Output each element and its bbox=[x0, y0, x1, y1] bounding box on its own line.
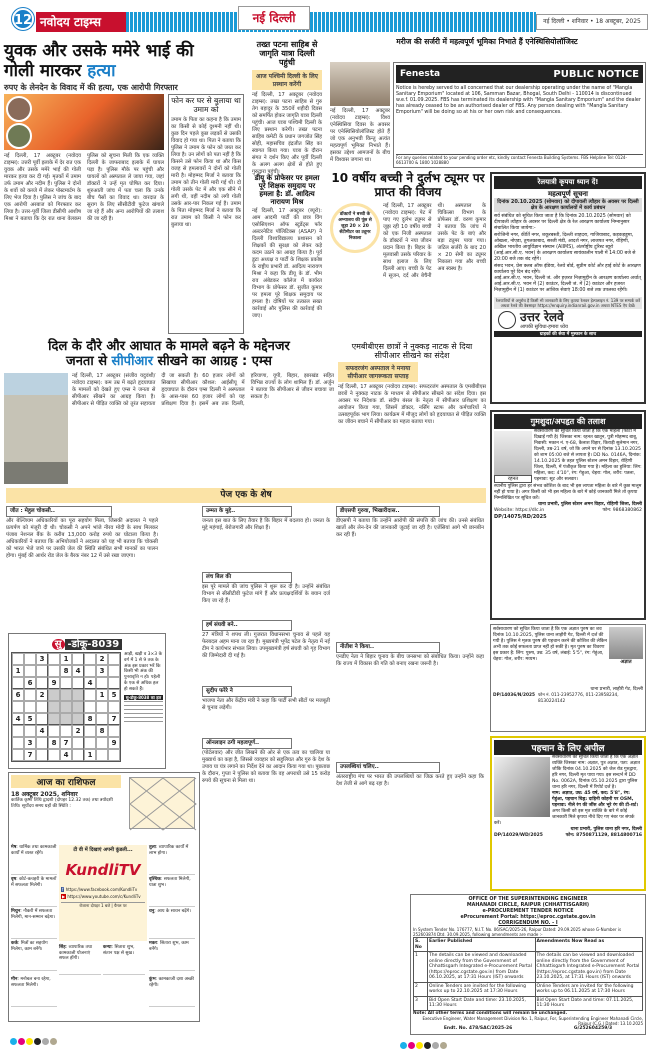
sign-text: सितारा शुभ, काम बनेंगे। bbox=[149, 941, 189, 952]
unknown-person-photo bbox=[609, 627, 643, 659]
sign-text: आय के साधन बढ़ेंगे। bbox=[157, 909, 191, 914]
appeal-ad-details: नाम: अज्ञात, उम्र: 45 वर्ष, कद: 5'8", रंग: गेहुंआ, पहचान चिह्न: दाहिनी कोहनी पर OSM, पहनावा: नीले रंग की जींस और भूरे रंग की टी-शर्ट। bbox=[552, 791, 638, 808]
sudoku-cell bbox=[72, 749, 84, 761]
public-notice-footer: For any queries related to your pending order etc, kindly contact Fenesta Building Systems. FBS Helpline Tel: 0124-6613700 & 1800 1028880 bbox=[396, 154, 643, 165]
remnant-article bbox=[336, 762, 484, 890]
sudoku-cell: 9 bbox=[108, 737, 120, 749]
page-one-remnants-bar: पेज एक के शेष bbox=[6, 488, 486, 503]
remnant-body: जनता इस बात के लिए तैयार है कि बिहार में बदलाव हो। जनता के मुद्दे महंगाई, बेरोजगारी और शिक्षा हैं। bbox=[202, 518, 330, 531]
sudoku-cell bbox=[36, 701, 48, 713]
sudoku-cell bbox=[12, 677, 24, 689]
registration-marks bbox=[10, 1030, 58, 1049]
sudoku-title: -डोकू-8039 bbox=[65, 639, 123, 650]
sudoku-cell bbox=[36, 737, 48, 749]
sudoku-instructions: आड़ी, खड़ी व 3×3 के वर्ग में 1 से 9 तक के अंक इस प्रकार भरें कि किसी भी अंक की पुनरावृत्ति न हो। पहेली के एक से अधिक हल हो सकते हैं। bbox=[124, 652, 163, 692]
railway-ad-intro: सर्व संबंधित को सूचित किया जाता है कि दिनांक 20.10.2025 (सोमवार) को दीपावली त्यौहार के अवसर पर दिल्ली क्षेत्र के रेल आरक्षण कार्यालय निम्नानुसार संचालित किया जायेगा:- bbox=[494, 214, 631, 232]
story-cpr-headline-line1: दिल के दौरे और आघात के मामले बढ़ने के मद्देनजर bbox=[48, 339, 290, 354]
section-city-tab: नई दिल्ली bbox=[238, 6, 310, 30]
sign-name: कर्क bbox=[11, 941, 18, 946]
sudoku-cell bbox=[60, 713, 72, 725]
sudoku-logo: सु bbox=[52, 639, 65, 650]
railway-ad-subtitle: दिनांक 20.10.2025 (सोमवार) को दीपावली त्यौहार के अवसर पर दिल्ली क्षेत्र के आरक्षण कार्यालयों में कार्य प्रबंधन bbox=[494, 198, 642, 212]
missing-ad-website: Website: https://dlc.in bbox=[494, 508, 545, 513]
sudoku-cell: 4 bbox=[72, 665, 84, 677]
railway-ad-footer: ग्राहकों की सेवा में मुस्कान के साथ bbox=[494, 331, 642, 337]
remnant-article bbox=[6, 506, 158, 628]
headline-highlight: सीपीआर bbox=[111, 353, 154, 369]
remnant-tag: उम्मत के मुद्दे.. bbox=[202, 506, 292, 517]
sign-text: व्यापारिक कार्यों में लाभ होगा। bbox=[149, 845, 189, 856]
story-tumor-body: नई दिल्ली, 17 अक्टूबर (नवोदय टाइम्स): पेट में पाए गए दुर्लभ ट्यूमर से जूझ रही 10 वर्षीय बच्ची को एक निजी अस्पताल के डॉक्टरों ने नया जीवन प्रदान किया है। बिहार के मूलवासी उसके परिवार के साथ इलाज के लिए दिल्ली आए। बच्ची के पेट में सूजन, दर्द और बेचैनी थी। अस्पताल के चिकित्सा विभाग के प्रोफेसर डॉ. वरुण कुमार ने बताया कि जांच में उसके पेट के बाएं और बड़ा ट्यूमर पाया गया। जटिल सर्जरी के बाद 20 × 20 सेमी का ट्यूमर निकाला गया और बच्ची अब स्वस्थ है। bbox=[383, 202, 486, 279]
sudoku-cell bbox=[108, 665, 120, 677]
tender-cell: 2 bbox=[414, 982, 428, 996]
sudoku-cell bbox=[48, 701, 60, 713]
tender-sign: Executive Engineer, Water Management Division No. 1, Raipur, For, Superintending Engineer Mahanadi Circle, Raipur (C.G.) Dated: 13.10.2025 bbox=[422, 1016, 643, 1026]
tender-endt: Endt. No. 478/SAC/2025-26 bbox=[443, 1026, 513, 1031]
horoscope-section bbox=[8, 772, 200, 1022]
victim-photo-1 bbox=[6, 96, 32, 122]
sudoku-cell bbox=[108, 701, 120, 713]
remnant-tag: लंच बिल की bbox=[202, 572, 292, 583]
horoscope-signs bbox=[11, 845, 197, 1021]
sudoku-cell bbox=[84, 689, 96, 701]
sudoku-cell bbox=[48, 653, 60, 665]
sudoku-cell: 8 bbox=[48, 737, 60, 749]
sudoku-cell bbox=[72, 701, 84, 713]
sudoku-cell: 1 bbox=[96, 689, 108, 701]
sudoku-cell bbox=[48, 689, 60, 701]
lead-headline bbox=[4, 42, 200, 81]
horoscope-title: आज का राशिफल bbox=[11, 775, 121, 788]
sign-name: तुला bbox=[149, 845, 156, 850]
sidebar-box-body: उमाम के पिता का कहना है कि उमाम का किसी से कोई दुश्मनी नहीं थी। कुछ दिन पहले कुछ लड़कों से उसकी विवाद हो गया था। पिता ने बताया कि पुलिस ने उमाम के फोन को जब्त कर लिया है। उन लोगों को पता नहीं है कि किसने उसे फोन किया था और किस वजह से हमलावरों ने दोनों को गोली मारी है। मोहम्मद मिर्जा ने बताया कि उमाम को तीन गोली मारी गई थी। दो गोली उसके पेट में और एक सीने में लगी थी, वहीं नदीम को लगी गोली उसके आर-पार निकल गई है। उमाम के पिता मोहम्मद मिर्जा ने बताया कि रात उमाम को किसी ने फोन कर बुलाया था। bbox=[171, 116, 241, 228]
sudoku-cell bbox=[24, 689, 36, 701]
story-du bbox=[252, 174, 322, 336]
story-jagriti-body: नई दिल्ली, 17 अक्टूबर (नवोदय टाइम्स): तख्त पटना साहिब से गुरु तेग बहादुर के 350वें शहीदी दिवस को समर्पित होकर जागृति यात्रा दिल्ली पहुंची। आज यात्रा पश्चिमी दिल्ली के लिए प्रस्थान करेगी। तख्त पटना साहिब कमेटी के प्रधान जगजोत सिंह सोही, महासचिव इंद्रजीत सिंह का स्वागत किया गया। यात्रा के दौरान संगत ने दर्शन किए और पूर्वी दिल्ली के अलग अलग क्षेत्रों से होते हुए गुरुद्वारा पहुंची। bbox=[252, 91, 322, 175]
unknown-ad-ref: DP/14036/N/2025 bbox=[493, 693, 535, 698]
sudoku-cell: 4 bbox=[60, 749, 72, 761]
remnant-tag: डीएसपी गुरुवा, भिखारीदास.. bbox=[336, 506, 440, 517]
kundli-chart bbox=[129, 777, 195, 829]
sudoku-cell bbox=[36, 749, 48, 761]
remnant-article bbox=[202, 572, 330, 618]
sudoku-cell bbox=[24, 701, 36, 713]
kundli-ad-tagline: टी वी में दिखाएं अपनी कुंडली... bbox=[73, 847, 133, 853]
missing-person-ad bbox=[490, 410, 646, 620]
sudoku-cell: 7 bbox=[60, 737, 72, 749]
registration-marks bbox=[400, 1034, 448, 1053]
sign-name: सिंह bbox=[59, 945, 66, 950]
sudoku-cell bbox=[12, 737, 24, 749]
sudoku-prev-solution bbox=[124, 700, 163, 722]
horoscope-sign: मिथुन: नौकरी में सफलता मिलेगी, मान-सम्मान बढ़ेगा। bbox=[11, 909, 57, 939]
sudoku-cell bbox=[48, 665, 60, 677]
remnant-tag: उपलब्धियां चलिए.. bbox=[336, 762, 440, 773]
railway-ad-point: आई.आर.सी.ए. भवन, दिल्ली जं. और हज़रत निज़ामुद्दीन के आरक्षण कार्यालय अर्थात् आई.आर.सी.ए. भवन में (2) काउंटर, दिल्ली जं. में (2) काउंटर और हजरत निज़ामुद्दीन में (1) काउंटर पर आंशिक सेवाएं 18:00 बजे तक उपलब्ध रहेंगी। bbox=[494, 276, 641, 294]
tender-cell: The details can be viewed and downloaded online directly from the Government of Chhattisgarh Integrated e-Procurement Portal (https://eproc.cgstate.gov.in) from Date 23.10.2025, at 17:31 Hours (IST) onwards bbox=[535, 952, 643, 983]
remnant-article bbox=[336, 506, 484, 638]
sudoku-cell bbox=[84, 725, 96, 737]
sudoku-cell: 1 bbox=[84, 749, 96, 761]
crime-illustration bbox=[4, 94, 164, 150]
appeal-ad-body: सर्वसाधारण को सूचित किया जाता है कि एक अज्ञात व्यक्ति जिसका नाम: अज्ञात, पुत्र अज्ञात, पता: अज्ञात जोकि दिनांक 04.10.2025 को जेल रोड गुरुद्वारा, हरि नगर, दिल्ली मृत पाया गया। इस सन्दर्भ में DD No. 0062A, दिनांक 05.10.2025 द्वारा पुलिस थाना हरि नगर, दिल्ली में रिपोर्ट दर्ज है। bbox=[552, 755, 641, 790]
sign-name: मकर bbox=[149, 941, 157, 946]
sudoku-cell bbox=[108, 677, 120, 689]
sudoku-cell bbox=[12, 653, 24, 665]
sudoku-cell bbox=[60, 677, 72, 689]
story-cpr-headline bbox=[4, 340, 334, 370]
sudoku-cell: 3 bbox=[36, 653, 48, 665]
sudoku-cell: 8 bbox=[84, 713, 96, 725]
unknown-ad-phone: फोन नं. 011-23952776, 011-23958234, 8130224142 bbox=[537, 693, 619, 704]
sudoku-cell bbox=[48, 713, 60, 725]
story-anesthesia-headline: मरीज की सर्जरी में महत्वपूर्ण भूमिका निभाते हैं एनेस्थिसियोलॉजिस्ट bbox=[396, 37, 578, 46]
sudoku-cell bbox=[72, 689, 84, 701]
story-anesthesia-body: नई दिल्ली, 17 अक्टूबर (नवोदय टाइम्स): विश्व एनेस्थिसिया दिवस के अवसर पर एनेस्थिसियोलॉजिस्ट होते हैं जो एक अनुभवी किन्तु अत्यंत महत्वपूर्ण भूमिका निभाते हैं। इसका उद्देश्य आमजनों के बीच में विश्वास जगाना था। bbox=[330, 108, 390, 163]
facebook-icon: f bbox=[62, 887, 64, 892]
sudoku-cell: 1 bbox=[60, 653, 72, 665]
horoscope-tithi: कार्तिक कृष्ण तिथि द्वादशी (दोपहर 12.32 तक) तथा त्रयोदशी तिथि। सूर्योदय समय ग्रहों की स्थिति : bbox=[11, 798, 113, 809]
sudoku-cell: 9 bbox=[48, 677, 60, 689]
public-notice-body: Notice is hereby served to all concerned that our dealership operating under the name of "Mangla Sanitary Emporium" located at 106, Samman Bazar, Bhogal, South Delhi - 110014 is discontinued w.e.f. 01.09.2025. FBS has terminated its dealership with "Mangla Sanitary Emporium" and the dealer has already ceased to be an authorised dealer of FBS. Any person dealing with "Mangla Sanitary Emporium" will be doing so at his or her own risk and consequences. bbox=[396, 86, 641, 115]
sudoku-cell: 5 bbox=[24, 713, 36, 725]
tender-intro: In System Tender No. 176777, N.I.T. No. 06/SAC/2025-26, Raipur Dated: 29.09.2025 whose G-Number is 252603874 Dtd. 30.09.2025, following amendments are made :- bbox=[413, 927, 622, 937]
sign-text: सफलता मिलेगी, यात्रा शुभ। bbox=[149, 877, 191, 888]
sudoku-cell bbox=[36, 713, 48, 725]
sudoku-cell bbox=[96, 701, 108, 713]
story-mbbs-headline: एमबीबीएस छात्रों ने नुक्कड़ नाटक से दिया सीपीआर सीखने का संदेश bbox=[351, 342, 473, 361]
remnant-article bbox=[202, 738, 330, 1018]
lead-subhead: रुपए के लेनदेन के विवाद में की हत्या, एक आरोपी गिरफ्तार bbox=[4, 83, 178, 93]
horoscope-sign: मकर: सितारा शुभ, काम बनेंगे। bbox=[149, 941, 195, 971]
horoscope-sign: वृश्चिक: सफलता मिलेगी, यात्रा शुभ। bbox=[149, 877, 195, 907]
horoscope-sign: सिंह: व्यापारिक तथा कामकाजी योजनाएं सफल होंगी। bbox=[59, 945, 101, 975]
sign-text: नौकरी में सफलता मिलेगी, मान-सम्मान बढ़ेगा। bbox=[11, 909, 56, 920]
missing-person-photo bbox=[494, 431, 532, 475]
sign-text: कोर्ट-कचहरी के मामलों में सफलता मिलेगी। bbox=[11, 877, 57, 888]
sudoku-cell bbox=[48, 725, 60, 737]
sign-name: कन्या bbox=[103, 945, 112, 950]
kundli-timing: रोजाना दोपहर 1 बजे | चैनल पर bbox=[61, 902, 145, 909]
sign-text: मनोबल बना रहेगा, सफलता मिलेगी। bbox=[11, 977, 51, 988]
sudoku-cell bbox=[96, 749, 108, 761]
sudoku-cell bbox=[72, 737, 84, 749]
sudoku-cell bbox=[36, 677, 48, 689]
sudoku-cell bbox=[12, 701, 24, 713]
youtube-url: https://www.youtube.com/c/KundliTv bbox=[67, 894, 141, 899]
sudoku-cell bbox=[96, 713, 108, 725]
remnant-tag: नीतीश ने किया.. bbox=[336, 642, 440, 653]
railway-ad-help: रेलयात्रियों से अनुरोध है किसी भी जानकारी के लिए कृपया रेलवन हेल्पलाइन नं. 139 पर सम्पर्क करें अथवा रेलवे की वेबसाइट https://enquiry.indianrail.gov.in अथवा NTES ऐप देखें। bbox=[495, 297, 641, 308]
lead-headline-text: युवक और उसके ममेरे भाई की गोली मारकर bbox=[4, 41, 194, 81]
unknown-photo-label: अज्ञात bbox=[620, 659, 632, 665]
story-mbbs-callout: सफदरजंग अस्पताल ने मनाया सीपीआर जागरूकता सप्ताह bbox=[338, 362, 418, 382]
railway-ad-points bbox=[494, 233, 642, 295]
remnant-tag: हर्ष संघवी बने.. bbox=[202, 620, 292, 631]
tender-cell: Bid Open Start Date and time: 23.10.2025, 11:30 Hours bbox=[428, 996, 536, 1010]
story-mbbs bbox=[338, 342, 486, 484]
story-cpr-headline-line2 bbox=[4, 355, 334, 370]
appeal-ad-signature: थाना प्रभारी, पुलिस थाना हरि नगर, दिल्ली bbox=[570, 827, 642, 832]
remnant-body: इस पूरे मामले की जांच पुलिस ने शुरू कर दी है। उन्होंने संबंधित विभाग से सीसीटीवी फुटेज मांगे हैं और प्रत्यक्षदर्शियों के बयान दर्ज किए जा रहे हैं। bbox=[202, 584, 330, 604]
remnant-tag: ऑनलाइन ठगी महत्वपूर्ण.. bbox=[202, 738, 292, 749]
horoscope-sign: कुंभ: कामकाजी दशा अच्छी रहेगी। bbox=[149, 977, 195, 1007]
identification-appeal-ad bbox=[490, 736, 646, 891]
horoscope-sign: मेष: धार्मिक तथा कामकाजी कार्यों में व्यस्त रहेंगे। bbox=[11, 845, 57, 875]
railway-ad-point: संसद भवन, प्रेस क्लब ऑफ इंडिया, रेलवे बोर्ड, सुप्रीम कोर्ट और हाई कोर्ट के आरक्षण कार्यालय पूरे दिन बंद रहेंगे। bbox=[494, 263, 641, 275]
story-tumor-headline: 10 वर्षीय बच्ची ने दुर्लभ ट्यूमर पर प्राप्त की विजय bbox=[331, 171, 485, 199]
sudoku-cell bbox=[60, 725, 72, 737]
tender-col: Amendments Now Read as bbox=[535, 938, 643, 952]
story-du-body: नई दिल्ली, 17 अक्टूबर (ब्यूरो): आम आदमी पार्टी की छात्र विंग एसोसिएशन ऑफ स्टूडेंट्स फॉर अल्टरनेटिव पॉलिटिक्स (ASAP) ने दिल्ली विश्वविद्यालय प्रशासन को शिक्षकों की सुरक्षा को लेकर कड़े कदम उठाने का आग्रह किया है। पूर्व डूटा अध्यक्ष व पार्टी के शिक्षक प्रकोष्ठ के राष्ट्रीय प्रभारी डॉ. आदित्य नारायण मिश्रा ने कहा कि डीयू के डॉ. भीम राव अंबेडकर कॉलेज में कार्यरत विभाग के प्रोफेसर डॉ. सुजीत कुमार पर हमला पूरे शिक्षक समुदाय पर हमला है। दोषियों पर तत्काल सख्त कार्रवाई और पुलिस की कार्रवाई की जाए। bbox=[252, 208, 322, 320]
appeal-ad-note: अगर किसी को इस मृत व्यक्ति के बारे में कोई जानकारी मिले कृपया नीचे दिए गए नंबर पर संपर्क करें। bbox=[494, 809, 635, 826]
railway-ad-top: रेलयात्री कृपया ध्यान दें! bbox=[494, 176, 642, 189]
missing-ad-phone: फोन: 9868380862 bbox=[602, 508, 642, 513]
horoscope-sign: वृष: कोर्ट-कचहरी के मामलों में सफलता मिलेगी। bbox=[11, 877, 57, 907]
sudoku-cell: 3 bbox=[24, 737, 36, 749]
lead-story bbox=[4, 42, 248, 334]
railway-slogan: आपकी सुविधा-हमारा ध्येय bbox=[520, 323, 568, 330]
sidebar-box-title: फोन कर घर से बुलाया था उमाम को bbox=[171, 96, 241, 114]
story-jagriti-callout: आज पश्चिमी दिल्ली के लिए प्रस्थान करेंगी bbox=[252, 70, 322, 90]
sudoku-cell bbox=[96, 737, 108, 749]
remnant-article bbox=[202, 620, 330, 684]
unknown-ad-body: सर्वसाधारण को सूचित किया जाता है कि एक अज्ञात पुरुष का शव दिनांक 10.10.2025, पुलिस थाना लाहौरी गेट, दिल्ली में दर्ज की गयी है। पुलिस ने मृतक पुरुष की पहचान करने की कोशिश की लेकिन अभी तक कोई सफलता प्राप्त नहीं हो सकी है। मृत पुरुष का विवरण इस प्रकार है: लिंग: पुरुष, उम्र: 35 वर्ष, लंबाई: 5'5", रंग: गेहुंआ, चेहरा: गोल, शरीर: मध्यम। bbox=[493, 627, 607, 662]
tender-cell: Online Tenders are invited for the following works up to 06.11.2025 at 17:30 Hours bbox=[535, 982, 643, 996]
railway-emblem-icon bbox=[498, 311, 516, 329]
sudoku-cell bbox=[60, 689, 72, 701]
railway-ad-point: सरोजिनी नगर, कीर्ति नगर, शकूरबस्ती, दिल्ली शाहदरा, गाजियाबाद, कड़कड़डूमा, ओखला, नोएडा, तुगलकाबाद, सब्जी मंडी, आदर्श नगर, लाजपत नगर, रोहिणी, अखिल भारतीय आयुर्विज्ञान संस्थान (AIIMS), अंतर्राष्ट्रीय टूरिस्ट ब्यूरो (आई.आर.सी.ए. भवन) के आरक्षण कार्यालय सायंकालीन पाली में 14:00 बजे से 20:00 बजे तक बंद रहेंगे। bbox=[494, 232, 636, 263]
remnant-tag: जीत : मेहुल चोकसी.. bbox=[6, 506, 112, 517]
sudoku-grid bbox=[11, 652, 121, 762]
sign-name: कुंभ bbox=[149, 977, 156, 982]
sudoku-cell bbox=[72, 677, 84, 689]
appeal-ad-phone: फोन: 8750871129, 8814800716 bbox=[565, 833, 642, 838]
story-tumor bbox=[330, 172, 486, 338]
sign-name: मिथुन bbox=[11, 909, 21, 914]
remnant-article bbox=[202, 686, 330, 736]
remnant-body: डीएसपी ने बताया कि उन्होंने आरोपी की संपत्ति की जांच की। उनसे संबंधित खातों और लेन-देन की जानकारी जुटाई जा रही है। एजेंसियां आगे भी छानबीन कर रही हैं। bbox=[336, 518, 484, 538]
lead-headline-highlight: हत्या bbox=[87, 60, 116, 81]
sudoku-cell bbox=[108, 653, 120, 665]
sudoku-cell: 6 bbox=[12, 689, 24, 701]
sudoku-cell: 1 bbox=[12, 665, 24, 677]
facebook-url: https://www.facebook.com/KundliTv bbox=[65, 887, 138, 892]
sudoku-cell: 2 bbox=[72, 725, 84, 737]
sudoku-cell: 2 bbox=[96, 653, 108, 665]
tender-col: Earlier Published bbox=[428, 938, 536, 952]
headline-part: जनता से bbox=[66, 353, 112, 369]
remnant-article bbox=[336, 642, 484, 758]
missing-ad-note: स्थानीय पुलिस द्वारा हर संभव कोशिश के बाद भी इस लापता महिला के बारे में कुछ मालूम नहीं हो पाया है। अगर किसी को भी इस महिला के बारे में कोई जानकारी मिले तो कृपया निम्नलिखित पर सूचित करें। bbox=[494, 484, 642, 501]
story-jagriti bbox=[252, 40, 322, 175]
missing-ad-body: सर्वसाधारण को सूचित किया जाता है कि एक महिला (फोटो में दिखाई गयी है) जिसका नाम: रहनत खातून, पुत्री मोहम्मद बाबू, निवासी: मकान नं. ए-68, कैलाश विहार, किराड़ी सुलेमान नगर, दिल्ली, उम्र-21 वर्ष, जो कि अपने घर से दिनांक 13.10.2025 को शाम 05:00 बजे से लापता है। DD No. 0146A, दिनांक: 14.10.2025 के तहत पुलिस स्टेशन अमन विहार, रोहिणी जिला, दिल्ली, में पंजीकृत किया गया है। महिला का हुलिया: लिंग: महिला, कद: 4'10", रंग: गेहुआ, चेहरा: गोल, शरीर: पतला, पहनावा: सूट और सलवार। bbox=[534, 429, 642, 482]
tender-cell: 1 bbox=[414, 952, 428, 983]
sudoku-cell bbox=[84, 653, 96, 665]
sudoku-cell bbox=[84, 701, 96, 713]
sign-text: व्यापारिक तथा कामकाजी योजनाएं सफल होंगी। bbox=[59, 945, 93, 961]
appeal-ad-ref: DP/14029/WD/2025 bbox=[494, 833, 543, 838]
fenesta-logo: Fenesta bbox=[400, 69, 441, 79]
sign-name: मेष bbox=[11, 845, 17, 850]
masthead-stripes bbox=[126, 12, 536, 32]
sudoku-cell: 4 bbox=[12, 713, 24, 725]
sudoku-cell bbox=[12, 725, 24, 737]
sign-name: मीन bbox=[11, 977, 18, 982]
remnant-body: एनडीए नेता ने बिहार चुनाव के बीच जनसभा को संबोधित किया। उन्होंने कहा कि राज्य में विकास की गति को बनाए रखना जरूरी है। bbox=[336, 654, 484, 667]
horoscope-sign: कन्या: सितारा शुभ, संतान पक्ष से सुख। bbox=[103, 945, 145, 975]
sign-text: कामकाजी दशा अच्छी रहेगी। bbox=[149, 977, 194, 988]
sign-name: धनु bbox=[149, 909, 155, 914]
story-cpr bbox=[4, 340, 334, 484]
tender-cell: Online Tenders are invited for the following works up to 22.10.2025 at 17:30 Hours bbox=[428, 982, 536, 996]
dateline: नई दिल्ली • शनिवार • 18 अक्टूबर, 2025 bbox=[536, 14, 648, 30]
sudoku-cell: 4 bbox=[84, 677, 96, 689]
unknown-ad-signature: थाना प्रभारी, लाहौरी गेट, दिल्ली bbox=[590, 687, 643, 692]
missing-ad-ref: DP/14075/RD/2025 bbox=[494, 514, 547, 520]
horoscope-sign: धनु: आय के साधन बढ़ेंगे। bbox=[149, 909, 195, 939]
tender-col: S. No bbox=[414, 938, 428, 952]
horoscope-sign: तुला: व्यापारिक कार्यों में लाभ होगा। bbox=[149, 845, 195, 875]
remnant-body: और बेल्जियम अधिकारियों का पूरा सहयोग मिला, जिसकी अदालत ने पहले प्रत्यर्पण को मंजूरी दी थी। चोकसी ने अपने भांजे नीरव मोदी के साथ मिलकर पंजाब नेशनल बैंक के करीब 13,000 करोड़ रुपये का घोटाला किया है। अधिकारियों ने बताया कि अभियोजकों ने अदालत को यह भी बताया कि चोकसी को भारत भेजे जाने पर उसकी जेल की स्थिति संबंधित सभी मानकों का पालन होगा। मुंबई की आर्थर रोड जेल के बैरक नंबर 12 में उसे रखा जाएगा। bbox=[6, 518, 158, 559]
sign-text: मित्रों का सहयोग मिलेगा, काम बनेंगे। bbox=[11, 941, 48, 952]
sudoku-cell bbox=[84, 665, 96, 677]
missing-ad-title: गुमशुदा/अपहृत की तलाश bbox=[494, 414, 642, 429]
tender-l3: e-PROCUREMENT TENDER NOTICE bbox=[482, 909, 574, 914]
sudoku-cell bbox=[36, 665, 48, 677]
sign-text: धार्मिक तथा कामकाजी कार्यों में व्यस्त रहेंगे। bbox=[11, 845, 57, 856]
sign-name: वृष bbox=[11, 877, 17, 882]
remnant-body: (पोर्टलवार) और जीत लिखने की ओर से एक तत्व का चालिया या मुख्यार्थ का कहा है, जिससे व्यवहार को सहूलियत और गुरु के देश के उपाय या यंत्र लगाने का निर्देश देने का आदान किया गया था। पूछताछ के दौरान, गुप्ता ने पुलिस को बताया कि वह अपराधी उसे 15 करोड़ रुपये की सूचना से मिला था। bbox=[202, 750, 330, 784]
appeal-person-photo bbox=[494, 757, 550, 817]
appeal-ad-title: पहचान के लिए अपील bbox=[494, 740, 642, 755]
sidebar-box bbox=[168, 94, 244, 334]
sudoku-cell bbox=[60, 701, 72, 713]
headline-part: सीखने का आग्रह : एम्स bbox=[153, 353, 272, 369]
tender-gnum: G/252604259/3 bbox=[573, 1026, 613, 1031]
remnant-body: 27 मंत्रियों ने शपथ ली। गुजरात विधानसभा चुनाव से पहले यह फेरबदल अहम माना जा रहा है। मुख्यमंत्री भूपेंद्र पटेल के नेतृत्व में नई टीम ने कार्यभार संभाल लिया। उपमुख्यमंत्री हर्ष संघवी को गृह विभाग की जिम्मेदारी दी गई है। bbox=[202, 632, 330, 659]
remnant-body: भाजपा नेता और केंद्रीय मंत्री ने कहा कि पार्टी सभी सीटों पर मजबूती से चुनाव लड़ेगी। bbox=[202, 698, 330, 711]
sudoku-cell: 5 bbox=[108, 689, 120, 701]
story-cpr-body: नई दिल्ली, 17 अक्टूबर (संजीव यदुवंशी/नवोदय टाइम्स): कम उम्र में बढ़ते हृदयाघात के मामलों को देखते हुए एम्स ने जनता से सीपीआर सीखने का आग्रह किया है। सीपीआर से पीड़ित व्यक्ति को तुरंत सहायता दी जा सकती है। 60 हजार लोगों को सिखाया सीपीआर कौशल: आईसीयू में हृदयाघात के दौरान एम्स दिल्ली ने अस्पताल के आस-पास 60 हजार लोगों को यह प्रशिक्षण दिया है। इसमें अब तक दिल्ली, हरियाणा, यूपी, बिहार, झारखंड सहित विभिन्न राज्यों के लोग शामिल हैं। डॉ. अर्जुन ने बताया कि सीपीआर से जीवन बचाया जा सकता है। bbox=[72, 372, 334, 407]
tender-note: Note: All other terms and conditions will remain be unchanged. bbox=[413, 1010, 568, 1016]
tender-cell: Bid Open Start Date and time: 07.11.2025, 11:30 Hours bbox=[535, 996, 643, 1010]
sudoku-cell: 6 bbox=[24, 677, 36, 689]
missing-photo-label: रहनत bbox=[494, 475, 532, 483]
sudoku-cell bbox=[72, 713, 84, 725]
remnant-body: अंतरराष्ट्रीय मंच पर भारत की उपलब्धियों का जिक्र करते हुए उन्होंने कहा कि देश तेजी से आगे बढ़ रहा है। bbox=[336, 774, 484, 787]
railway-notice-ad bbox=[490, 172, 646, 404]
unknown-body-ad bbox=[490, 624, 646, 732]
tender-cell: 3 bbox=[414, 996, 428, 1010]
youtube-icon: ▶ bbox=[62, 894, 66, 899]
aiims-building-photo bbox=[4, 373, 68, 484]
sudoku-cell: 8 bbox=[60, 665, 72, 677]
sudoku-cell: 7 bbox=[24, 749, 36, 761]
sudoku-cell bbox=[84, 737, 96, 749]
lead-body: नई दिल्ली, 17 अक्टूबर (नवोदय टाइम्स): उत्तरी पूर्वी इलाके में देर रात एक युवक और उसके ममेरे भाई की गोली मारकर हत्या कर दी गई। मृतकों में उमाम उर्फ उमाम और नदीम हैं। पुलिस ने दोनों के शवों को कब्जे में लेकर पोस्टमार्टम के लिए भेज दिया है। पुलिस ने जांच के बाद एक आरोपी अरबाज को गिरफ्तार कर लिया है। उत्तर-पूर्वी जिला डीसीपी आशीष मिश्रा ने बताया कि देर रात थाना वेलकम पुलिस को सूचना मिली कि एक व्यक्ति दिल्ली के जाफराबाद इलाके में घायल पड़ा है। पुलिस मौके पर पहुंची और घायलों को अस्पताल ले जाया गया, जहां डॉक्टरों ने उन्हें मृत घोषित कर दिया। शुरुआती जांच में पता चला कि उनके बीच पैसों का विवाद था। वारदात के सुराग के लिए सीसीटीवी फुटेज खंगाले जा रहे हैं और अन्य आरोपियों की तलाश की जा रही है। bbox=[4, 153, 164, 223]
sudoku-cell bbox=[108, 749, 120, 761]
railway-ad-title: महत्वपूर्ण सूचना bbox=[548, 190, 588, 198]
remnant-tag: सुदीप फरेरे ने bbox=[202, 686, 292, 697]
sudoku-cell bbox=[48, 749, 60, 761]
horoscope-date: 18 अक्टूबर 2025, शनिवार bbox=[11, 791, 78, 798]
sudoku-cell bbox=[12, 749, 24, 761]
page-number: 12 bbox=[12, 8, 34, 30]
story-du-headline: डीयू के प्रोफेसर पर हमला पूरे शिक्षक समुदाय पर हमला है: डॉ. आदित्य नारायण मिश्र bbox=[254, 174, 320, 207]
tender-l2: MAHANADI CIRCLE, RAIPUR (CHHATTISGARH) bbox=[466, 903, 590, 908]
sudoku-cell bbox=[72, 653, 84, 665]
railway-logo: उत्तर रेलवे bbox=[520, 309, 564, 324]
tender-l1: OFFICE OF THE SUPERINTENDING ENGINEER bbox=[468, 897, 588, 902]
story-tumor-circle-callout: डॉक्टरों ने बच्ची के अग्न्याशय की पूंछ से जुड़ा 20 × 20 सेंटीमीटर का ट्यूमर निकाला bbox=[330, 203, 380, 253]
sudoku-cell bbox=[96, 677, 108, 689]
sudoku-cell bbox=[24, 665, 36, 677]
public-notice-title: PUBLIC NOTICE bbox=[553, 68, 639, 80]
sudoku-cell: 8 bbox=[96, 725, 108, 737]
sign-text: सितारा शुभ, संतान पक्ष से सुख। bbox=[103, 945, 135, 956]
sudoku-cell: 7 bbox=[108, 713, 120, 725]
victim-photo-2 bbox=[6, 123, 32, 149]
horoscope-sign: कर्क: मित्रों का सहयोग मिलेगा, काम बनेंगे। bbox=[11, 941, 57, 971]
sign-name: वृश्चिक bbox=[149, 877, 161, 882]
sudoku-cell: 2 bbox=[36, 689, 48, 701]
sudoku-cell bbox=[24, 725, 36, 737]
story-jagriti-headline: तख्त पटना साहिब से जागृति यात्रा दिल्ली पहुंची bbox=[256, 40, 318, 68]
sudoku-cell bbox=[108, 725, 120, 737]
remnant-article bbox=[202, 506, 330, 570]
sudoku-cell: 3 bbox=[96, 665, 108, 677]
sudoku-prev-solution-label: सु-डोकू-8038 का हल bbox=[125, 694, 162, 700]
sudoku-cell: 4 bbox=[36, 725, 48, 737]
kundli-tv-logo: KundliTV bbox=[65, 861, 141, 879]
public-notice-ad bbox=[393, 62, 646, 168]
tender-l5: CORRIGENDUM NO. - I bbox=[498, 921, 558, 926]
sudoku-puzzle bbox=[8, 633, 166, 769]
sudoku-cell bbox=[24, 653, 36, 665]
horoscope-sign: मीन: मनोबल बना रहेगा, सफलता मिलेगी। bbox=[11, 977, 57, 1007]
newspaper-logo: नवोदय टाइम्स bbox=[36, 12, 126, 32]
missing-ad-signature: थाना प्रभारी, पुलिस स्टेशन अमन विहार, रोहिणी जिला, दिल्ली bbox=[538, 502, 642, 507]
tender-cell: The details can be viewed and downloaded online directly from the Government of Chhattisgarh Integrated e-Procurement Portal (https://eproc.cgstate.gov.in) from Date 06.10.2025, at 17:31 Hours (IST) onwards bbox=[428, 952, 536, 983]
anesthesia-photo bbox=[330, 62, 390, 106]
tender-l4: eProcurement Portal: https://eproc.cgstate.gov.in bbox=[460, 915, 596, 920]
story-mbbs-body: नई दिल्ली, 17 अक्टूबर (नवोदय टाइम्स): सफदरजंग अस्पताल के एमबीबीएस छात्रों ने नुक्कड़ नाटक के माध्यम से सीपीआर सीखने का संदेश दिया। इस अवसर पर निदेशक डॉ. संदीप बंसल के नेतृत्व में सीपीआर प्रशिक्षण का आयोजन किया गया, जिसमें डॉक्टर, नर्सिंग स्टाफ और कर्मचारियों ने उत्साहपूर्वक भाग लिया। कार्यक्रम में मौजूद लोगों को हृदयाघात से पीड़ित व्यक्ति का जीवन बचाने में सीपीआर का महत्व बताया गया। bbox=[338, 384, 486, 426]
